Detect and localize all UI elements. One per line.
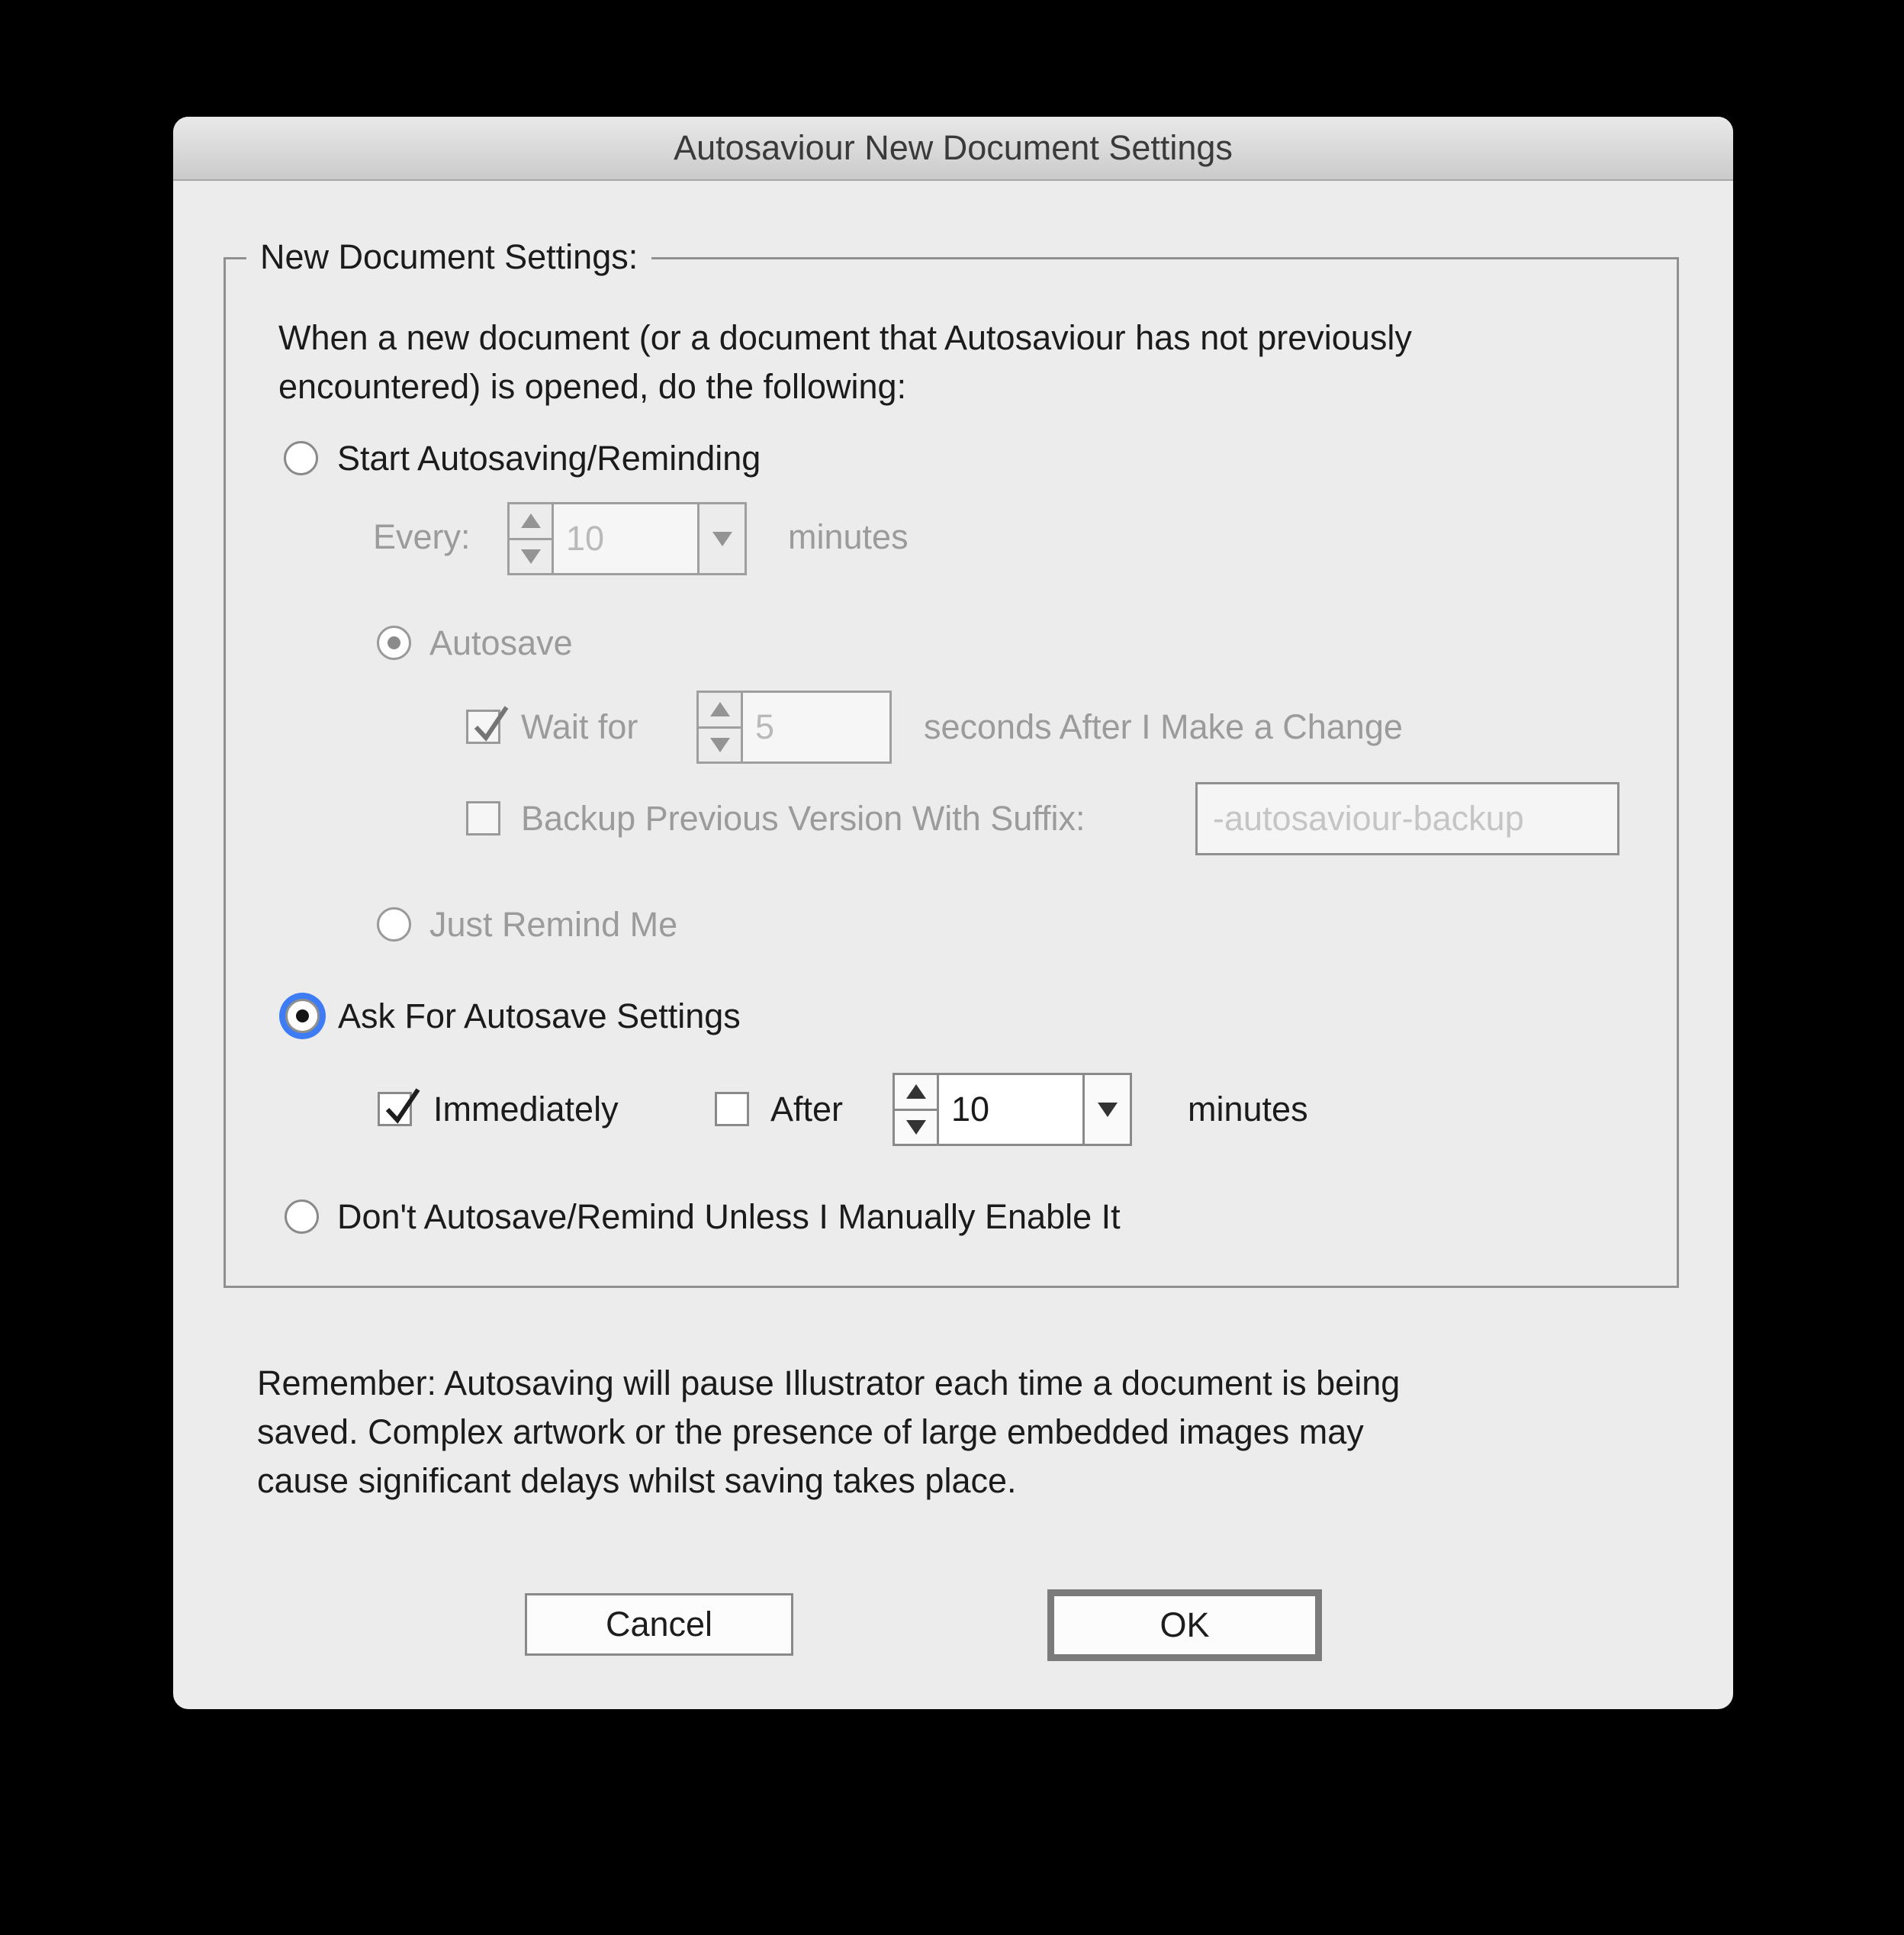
checkmark-icon	[378, 1080, 424, 1129]
down-arrow-icon	[906, 1120, 926, 1135]
up-arrow-icon	[906, 1084, 926, 1099]
backup-suffix-input	[1195, 782, 1619, 855]
ok-button[interactable]: OK	[1047, 1589, 1322, 1661]
wait-for-suffix-label: seconds After I Make a Change	[924, 707, 1403, 746]
after-minutes-value[interactable]	[939, 1075, 1082, 1144]
every-minutes-value	[554, 504, 697, 573]
radio-autosave	[377, 626, 411, 660]
wait-for-checkbox	[466, 710, 500, 744]
dropdown-arrow-icon	[1098, 1103, 1118, 1117]
stepper-dropdown-button	[697, 504, 745, 573]
up-arrow-icon	[710, 702, 730, 716]
radio-start-autosaving-label[interactable]: Start Autosaving/Reminding	[337, 439, 761, 478]
every-unit-label: minutes	[788, 517, 909, 556]
radio-just-remind-label: Just Remind Me	[429, 905, 678, 944]
stepper-arrows	[510, 504, 554, 573]
dialog-window	[173, 117, 1733, 1709]
stepper-up-button[interactable]	[895, 1075, 937, 1111]
radio-dont-autosave-label[interactable]: Don't Autosave/Remind Unless I Manually Enable It	[337, 1197, 1121, 1236]
every-minutes-stepper	[507, 502, 747, 575]
cancel-button[interactable]: Cancel	[525, 1593, 793, 1656]
note-line-3: cause significant delays whilst saving takes place.	[257, 1461, 1017, 1500]
wait-for-label: Wait for	[521, 707, 638, 746]
radio-ask-settings[interactable]	[285, 999, 320, 1033]
radio-just-remind	[377, 907, 411, 942]
down-arrow-icon	[521, 549, 541, 564]
every-label: Every:	[373, 517, 471, 556]
immediately-label[interactable]: Immediately	[433, 1090, 619, 1128]
title-bar[interactable]	[173, 117, 1733, 181]
down-arrow-icon	[710, 738, 730, 752]
window-title: Autosaviour New Document Settings	[674, 128, 1233, 167]
immediately-checkbox[interactable]	[378, 1092, 412, 1126]
after-checkbox[interactable]	[715, 1092, 749, 1126]
backup-suffix-label: Backup Previous Version With Suffix:	[521, 799, 1085, 838]
after-minutes-stepper[interactable]	[892, 1073, 1132, 1146]
checkmark-icon	[467, 698, 513, 747]
backup-suffix-checkbox	[466, 801, 500, 835]
radio-ask-settings-label[interactable]: Ask For Autosave Settings	[338, 996, 741, 1035]
wait-seconds-value	[743, 693, 889, 761]
note-line-1: Remember: Autosaving will pause Illustrator each time a document is being	[257, 1364, 1401, 1402]
up-arrow-icon	[521, 514, 541, 528]
wait-seconds-stepper	[696, 691, 892, 764]
stepper-down-button	[699, 729, 741, 762]
dropdown-arrow-icon	[712, 532, 732, 546]
after-label[interactable]: After	[770, 1090, 844, 1128]
radio-dont-autosave[interactable]	[285, 1199, 319, 1234]
intro-line-2: encountered) is opened, do the following:	[278, 367, 907, 406]
stepper-dropdown-button[interactable]	[1082, 1075, 1130, 1144]
radio-start-autosaving[interactable]	[284, 441, 318, 475]
stepper-up-button	[699, 693, 741, 729]
intro-line-1: When a new document (or a document that Autosaviour has not previously	[278, 318, 1412, 357]
stepper-arrows	[895, 1075, 939, 1144]
stepper-down-button[interactable]	[895, 1111, 937, 1145]
stepper-arrows	[699, 693, 743, 761]
radio-autosave-label: Autosave	[429, 623, 573, 662]
after-unit-label: minutes	[1188, 1090, 1308, 1128]
note-line-2: saved. Complex artwork or the presence of large embedded images may	[257, 1412, 1364, 1451]
group-legend: New Document Settings:	[246, 237, 651, 277]
stepper-up-button	[510, 504, 552, 540]
stepper-down-button	[510, 540, 552, 574]
